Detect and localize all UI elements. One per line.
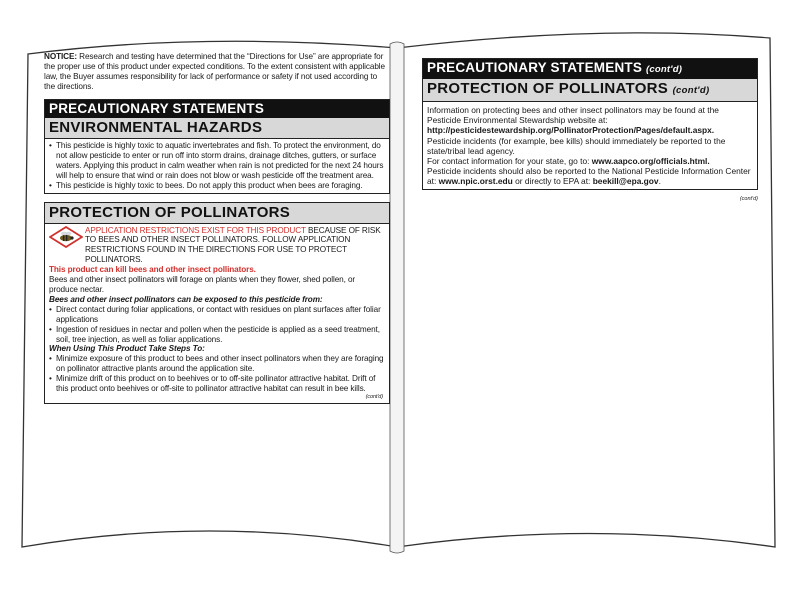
pollinators-title-contd xyxy=(423,79,757,102)
restriction-text xyxy=(85,226,385,266)
info-line-2: Pesticide incidents (for example, bee kills) should immediately be reported to the state/tribal lead agency. xyxy=(427,135,726,156)
pollinators-info-content xyxy=(423,102,757,189)
stewardship-url[interactable] xyxy=(427,125,753,135)
pollinators-box xyxy=(44,202,390,404)
list-item: • Ingestion of residues in nectar and pollen when the pesticide is applied as a seed treatment, soil, tree injection, as well as foliar applications. xyxy=(49,325,385,345)
restriction-rest-text: BECAUSE OF RISK TO BEES AND OTHER INSECT POLLINATORS. FOLLOW APPLICATION RESTRICTIONS FOUND IN THE DIRECTIONS FOR USE TO PROTECT POLLINATORS. xyxy=(85,225,381,265)
list-item: • Direct contact during foliar applications, or contact with residues on plant surfaces after foliar applications xyxy=(49,305,385,325)
pollinator-warning xyxy=(49,226,385,266)
precautionary-title-contd xyxy=(423,59,757,79)
list-item: • This pesticide is highly toxic to aquatic invertebrates and fish. To protect the environment, do not allow pesticide to enter or run off into storm drains, drainage ditches, gutters, or surface waters. Applying this product in calm weather when rain is not predicted for the next 24 hours will help to ensure that wind or rain does not blow or wash pesticide off the treatment area. xyxy=(49,141,385,181)
epa-text: or directly to EPA at: xyxy=(512,176,593,187)
notice-label: NOTICE: xyxy=(44,52,77,61)
stewardship-url-text[interactable]: http://pesticidestewardship.org/PollinatorProtection/Pages/default.aspx. xyxy=(427,125,715,136)
npic-url[interactable]: www.npic.orst.edu xyxy=(438,176,513,187)
pollinators-title: PROTECTION OF POLLINATORS xyxy=(45,203,389,224)
exposure-heading: Bees and other insect pollinators can be exposed to this pesticide from: xyxy=(49,294,323,304)
contact-text: For contact information for your state, go to: xyxy=(427,156,592,167)
list-item: • Minimize drift of this product on to beehives or to off-site pollinator attractive habitat. Drift of this product onto beehives or off-site to pollinator attractive habitat can result in bee kills. xyxy=(49,374,385,394)
left-page xyxy=(44,52,390,412)
aapco-url[interactable]: www.aapco.org/officials.html. xyxy=(591,156,710,167)
precautionary-title: PRECAUTIONARY STATEMENTS xyxy=(45,100,389,118)
environmental-hazards-title: ENVIRONMENTAL HAZARDS xyxy=(45,118,389,139)
bee-warning-icon xyxy=(49,226,83,248)
environmental-hazards-content xyxy=(45,139,389,193)
list-item: • This pesticide is highly toxic to bees. Do not apply this product when bees are foraging. xyxy=(49,181,385,191)
notice-text: Research and testing have determined that the “Directions for Use” are appropriate for the proper use of this product under expected conditions. To the extent consistent with applicable law, the Buyer assumes responsibility for lack of performance or safety if not used according to the directions. xyxy=(44,52,385,91)
notice-paragraph xyxy=(44,52,390,92)
contd-label: (cont'd) xyxy=(365,393,383,400)
pollinators-contd-label: (cont'd) xyxy=(672,85,710,96)
epa-email[interactable]: beekill@epa.gov xyxy=(592,176,659,187)
precautionary-contd-box xyxy=(422,58,758,190)
info-line-1: Information on protecting bees and other insect pollinators may be found at the Pesticide Environmental Stewardship website at: xyxy=(427,105,719,126)
restriction-red-text: APPLICATION RESTRICTIONS EXIST FOR THIS PRODUCT xyxy=(85,225,306,235)
list-item: • Minimize exposure of this product to bees and other insect pollinators when they are foraging on pollinator attractive plants around the application site. xyxy=(49,354,385,374)
precautionary-contd-label: (cont'd) xyxy=(646,64,683,75)
precautionary-title-text: PRECAUTIONARY STATEMENTS xyxy=(427,60,643,75)
period-text: . xyxy=(658,176,661,187)
pollinators-content xyxy=(45,224,389,403)
npic-text: Pesticide incidents should also be reported to the National Pesticide Information Center at: xyxy=(427,166,751,187)
exposure-list xyxy=(49,305,385,345)
info-line-3 xyxy=(427,156,753,166)
right-page xyxy=(422,58,758,203)
pollinators-title-text: PROTECTION OF POLLINATORS xyxy=(427,80,669,97)
env-hazards-list xyxy=(49,141,385,191)
can-kill-text: This product can kill bees and other insect pollinators. xyxy=(49,265,256,275)
info-line-4 xyxy=(427,166,753,186)
precautionary-box xyxy=(44,99,390,194)
steps-list xyxy=(49,354,385,394)
steps-heading: When Using This Product Take Steps To: xyxy=(49,344,205,354)
right-contd-label: (cont'd) xyxy=(739,195,758,202)
forage-text: Bees and other insect pollinators will forage on plants when they flower, shed pollen, or produce nectar. xyxy=(49,275,356,294)
